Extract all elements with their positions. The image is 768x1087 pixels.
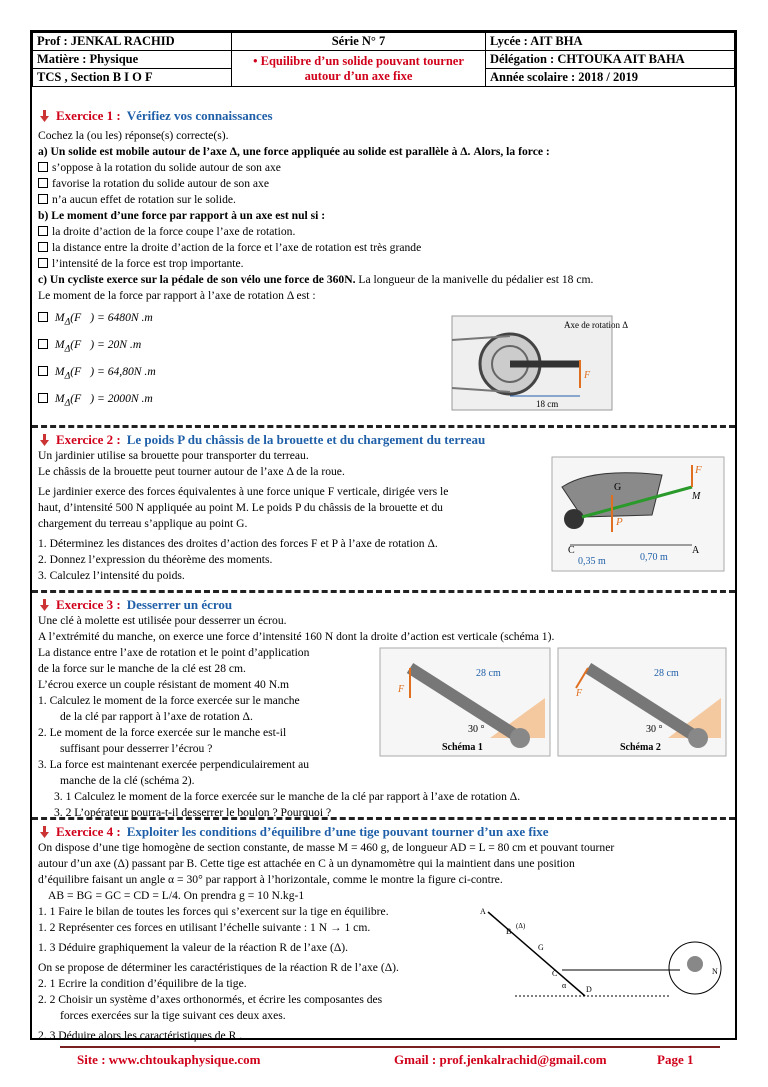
ex4-question-23: 2. 3 Déduire alors les caractéristiques de R . <box>38 1029 243 1042</box>
ex3-line-1: Une clé à molette est utilisée pour desserrer un écrou. <box>38 614 287 627</box>
schema1-f: F <box>398 684 405 695</box>
wb-fig-a: A <box>692 545 700 556</box>
schema2-f: F <box>576 688 583 699</box>
schema1-len: 28 cm <box>476 668 501 679</box>
topic-text: Equilibre d’un solide pouvant tourner autour d’un axe fixe <box>260 53 464 83</box>
wb-fig-f: F <box>695 464 702 476</box>
ex3-question-32: 3. 2 L’opérateur pourra-t-il desserrer le boulon ? Pourquoi ? <box>54 806 332 819</box>
ex3-question-3: 3. La force est maintenant exercée perpendiculairement au <box>38 758 310 771</box>
ex3-question-1b: de la clé par rapport à l’axe de rotation Δ. <box>60 710 253 723</box>
exercise-1 <box>38 108 728 418</box>
ex1-b-option-1[interactable]: la droite d’action de la force coupe l’axe de rotation. <box>38 224 728 240</box>
wb-fig-m: M <box>692 491 701 502</box>
ex3-question-3b: manche de la clé (schéma 2). <box>60 774 195 787</box>
ex1-heading <box>38 108 728 124</box>
ex1-c-option-2[interactable]: $M_\Delta(F⃗) = 20N$ .m <box>38 337 728 364</box>
ex3-line-4: de la force sur le manche de la clé est 28 cm. <box>38 662 246 675</box>
ex1-a-option-2[interactable]: favorise la rotation du solide autour de son axe <box>38 176 728 192</box>
ex1-a-option-1[interactable]: s’oppose à la rotation du solide autour de son axe <box>38 160 728 176</box>
ex4-line-4: AB = BG = GC = CD = L/4. On prendra g = 10 N.kg-1 <box>48 889 305 902</box>
wb-fig-c: C <box>568 545 575 556</box>
ex1-question-c: c) Un cycliste exerce sur la pédale de son vélo une force de 360N. La longueur de la manivelle du pédalier est 18 cm. <box>38 273 594 286</box>
ex1-b-option-2[interactable]: la distance entre la droite d’action de la force et l’axe de rotation est très grande <box>38 240 728 256</box>
ex4-question-21: 2. 1 Ecrire la condition d’équilibre de la tige. <box>38 977 247 990</box>
checkbox[interactable] <box>38 162 48 172</box>
schema2-name: Schéma 2 <box>620 742 661 753</box>
ex2-line-2: Le châssis de la brouette peut tourner autour de l’axe Δ de la roue. <box>38 465 345 478</box>
ex2-label: Exercice 2 : <box>56 432 121 447</box>
ex2-question-3: 3. Calculez l’intensité du poids. <box>38 569 185 582</box>
pedal-fig-len: 18 cm <box>536 399 559 409</box>
ex3-heading <box>38 597 728 613</box>
ex3-title: Desserrer un écrou <box>126 597 233 612</box>
ex1-c-option-3[interactable]: $M_\Delta(F⃗) = 64,80N$ .m <box>38 364 728 391</box>
ex1-question-c2: Le moment de la force par rapport à l’axe de rotation Δ est : <box>38 289 316 302</box>
ex2-line-1: Un jardinier utilise sa brouette pour transporter du terreau. <box>38 449 309 462</box>
footer-site[interactable]: Site : www.chtoukaphysique.com <box>77 1052 261 1067</box>
separator <box>32 590 735 593</box>
ex4-question-12: 1. 2 Représenter ces forces en utilisant l’échelle suivante : 1 N → 1 cm. <box>38 921 371 934</box>
ex1-title: Vérifiez vos connaissances <box>126 108 273 123</box>
ex4-heading <box>38 824 728 840</box>
checkbox[interactable] <box>38 312 48 322</box>
wrench-schema-2 <box>558 648 726 756</box>
ex2-question-1: 1. Déterminez les distances des droites d’action des forces F et P à l’axe de rotation Δ. <box>38 537 438 550</box>
rod-fig-alpha: α <box>562 981 567 990</box>
checkbox[interactable] <box>38 178 48 188</box>
section-cell: TCS , Section B I O F <box>33 69 232 87</box>
separator <box>32 425 735 428</box>
wb-fig-p: P <box>616 516 623 528</box>
checkbox[interactable] <box>38 339 48 349</box>
ex1-label: Exercice 1 : <box>56 108 121 123</box>
footer-rule <box>60 1046 720 1048</box>
ex2-question-2: 2. Donnez l’expression du théorème des moments. <box>38 553 273 566</box>
down-arrow-icon <box>38 826 50 838</box>
ex2-line-5: chargement du terreau s’applique au point G. <box>38 517 248 530</box>
prof-cell: Prof : JENKAL RACHID <box>33 33 232 51</box>
topic-cell: • Equilibre d’un solide pouvant tourner autour d’un axe fixe <box>232 51 486 87</box>
wb-fig-g: G <box>614 482 622 493</box>
ex1-question-b: b) Le moment d’une force par rapport à un axe est nul si : <box>38 209 326 222</box>
ex4-question-22b: forces exercées sur la tige suivant ces deux axes. <box>60 1009 286 1022</box>
ex2-line-3: Le jardinier exerce des forces équivalentes à une force unique F verticale, dirigée vers le <box>38 485 449 498</box>
wheelbarrow-figure <box>552 457 724 571</box>
ex1-c-option-4[interactable]: $M_\Delta(F⃗) = 2000N$ .m <box>38 391 728 418</box>
schema2-len: 28 cm <box>654 668 679 679</box>
rod-fig-d: D <box>586 985 592 994</box>
wb-fig-d1: 0,35 m <box>578 556 606 567</box>
ex3-question-31: 3. 1 Calculez le moment de la force exercée sur le manche de la clé par rapport à l’axe de rotation Δ. <box>54 790 521 803</box>
rod-figure <box>480 904 725 1004</box>
ex2-heading <box>38 432 728 448</box>
ex4-line-2: autour d’un axe (Δ) passant par B. Cette tige est attachée en C à un dynamomètre qui la maintient dans une position <box>38 857 575 870</box>
ex2-line-4: haut, d’intensité 500 N appliquée au point M. Le poids P du châssis de la brouette et du <box>38 501 443 514</box>
checkbox[interactable] <box>38 366 48 376</box>
down-arrow-icon <box>38 110 50 122</box>
ex1-instruction: Cochez la (ou les) réponse(s) correcte(s). <box>38 129 229 142</box>
rod-fig-a: A <box>480 907 486 916</box>
checkbox[interactable] <box>38 242 48 252</box>
ex2-title: Le poids P du châssis de la brouette et du chargement du terreau <box>126 432 486 447</box>
down-arrow-icon <box>38 434 50 446</box>
schema2-angle: 30 ° <box>646 724 663 735</box>
rod-fig-n: N <box>712 967 718 976</box>
checkbox[interactable] <box>38 258 48 268</box>
checkbox[interactable] <box>38 194 48 204</box>
rod-fig-g: G <box>538 943 544 952</box>
ex3-question-2b: suffisant pour desserrer l’écrou ? <box>60 742 213 755</box>
ex4-intro-2: On se propose de déterminer les caractéristiques de la réaction R de l’axe (Δ). <box>38 961 399 974</box>
ex3-line-2: A l’extrémité du manche, on exerce une force d’intensité 160 N dont la droite d’action est verticale (schéma 1). <box>38 630 555 643</box>
checkbox[interactable] <box>38 393 48 403</box>
ex3-question-2: 2. Le moment de la force exercée sur le manche est-il <box>38 726 287 739</box>
ex1-a-option-3[interactable]: n’a aucun effet de rotation sur le solide. <box>38 192 728 208</box>
rod-fig-c: C <box>552 969 558 978</box>
ex4-title: Exploiter les conditions d’équilibre d’une tige pouvant tourner d’un axe fixe <box>126 824 549 839</box>
ex4-line-3: d’équilibre faisant un angle α = 30° par rapport à l’horizontale, comme le montre la figure ci-contre. <box>38 873 503 886</box>
rod-fig-delta: (Δ) <box>516 922 526 930</box>
matiere-cell: Matière : Physique <box>33 51 232 69</box>
down-arrow-icon <box>38 599 50 611</box>
wb-fig-d2: 0,70 m <box>640 552 668 563</box>
separator <box>32 817 735 820</box>
schema1-angle: 30 ° <box>468 724 485 735</box>
delegation-cell: Délégation : CHTOUKA AIT BAHA <box>486 51 735 69</box>
pedal-fig-f: F <box>584 370 591 381</box>
ex1-question-a: a) Un solide est mobile autour de l’axe Δ, une force appliquée au solide est parallèle à Δ. Alors, la force : <box>38 145 550 158</box>
rod-fig-b: B <box>506 927 512 936</box>
footer-page: Page 1 <box>657 1052 694 1067</box>
serie-cell: Série N° 7 <box>232 33 486 51</box>
lycee-cell: Lycée : AIT BHA <box>486 33 735 51</box>
footer-gmail[interactable]: Gmail : prof.jenkalrachid@gmail.com <box>394 1052 607 1067</box>
ex4-line-1: On dispose d’une tige homogène de section constante, de masse M = 460 g, de longueur AD = L = 80 cm et pouvant tourner <box>38 841 615 854</box>
ex3-line-3: La distance entre l’axe de rotation et le point d’application <box>38 646 310 659</box>
wrench-schema-1 <box>380 648 550 756</box>
ex1-b-option-3[interactable]: l’intensité de la force est trop importante. <box>38 256 728 272</box>
annee-cell: Année scolaire : 2018 / 2019 <box>486 69 735 87</box>
ex3-label: Exercice 3 : <box>56 597 121 612</box>
ex1-c-option-1[interactable]: $M_\Delta(F⃗) = 6480N$ .m <box>38 310 728 337</box>
ex3-line-5: L’écrou exerce un couple résistant de moment 40 N.m <box>38 678 290 691</box>
pedal-fig-axe: Axe de rotation Δ <box>564 320 629 330</box>
ex4-question-11: 1. 1 Faire le bilan de toutes les forces qui s’exercent sur la tige en équilibre. <box>38 905 389 918</box>
checkbox[interactable] <box>38 226 48 236</box>
ex4-label: Exercice 4 : <box>56 824 121 839</box>
header-table <box>32 32 735 87</box>
pedal-figure <box>452 316 629 410</box>
ex3-question-1: 1. Calculez le moment de la force exercée sur le manche <box>38 694 300 707</box>
ex4-question-13: 1. 3 Déduire graphiquement la valeur de la réaction R de l’axe (Δ). <box>38 941 349 954</box>
schema1-name: Schéma 1 <box>442 742 483 753</box>
ex4-question-22: 2. 2 Choisir un système d’axes orthonormés, et écrire les composantes des <box>38 993 383 1006</box>
